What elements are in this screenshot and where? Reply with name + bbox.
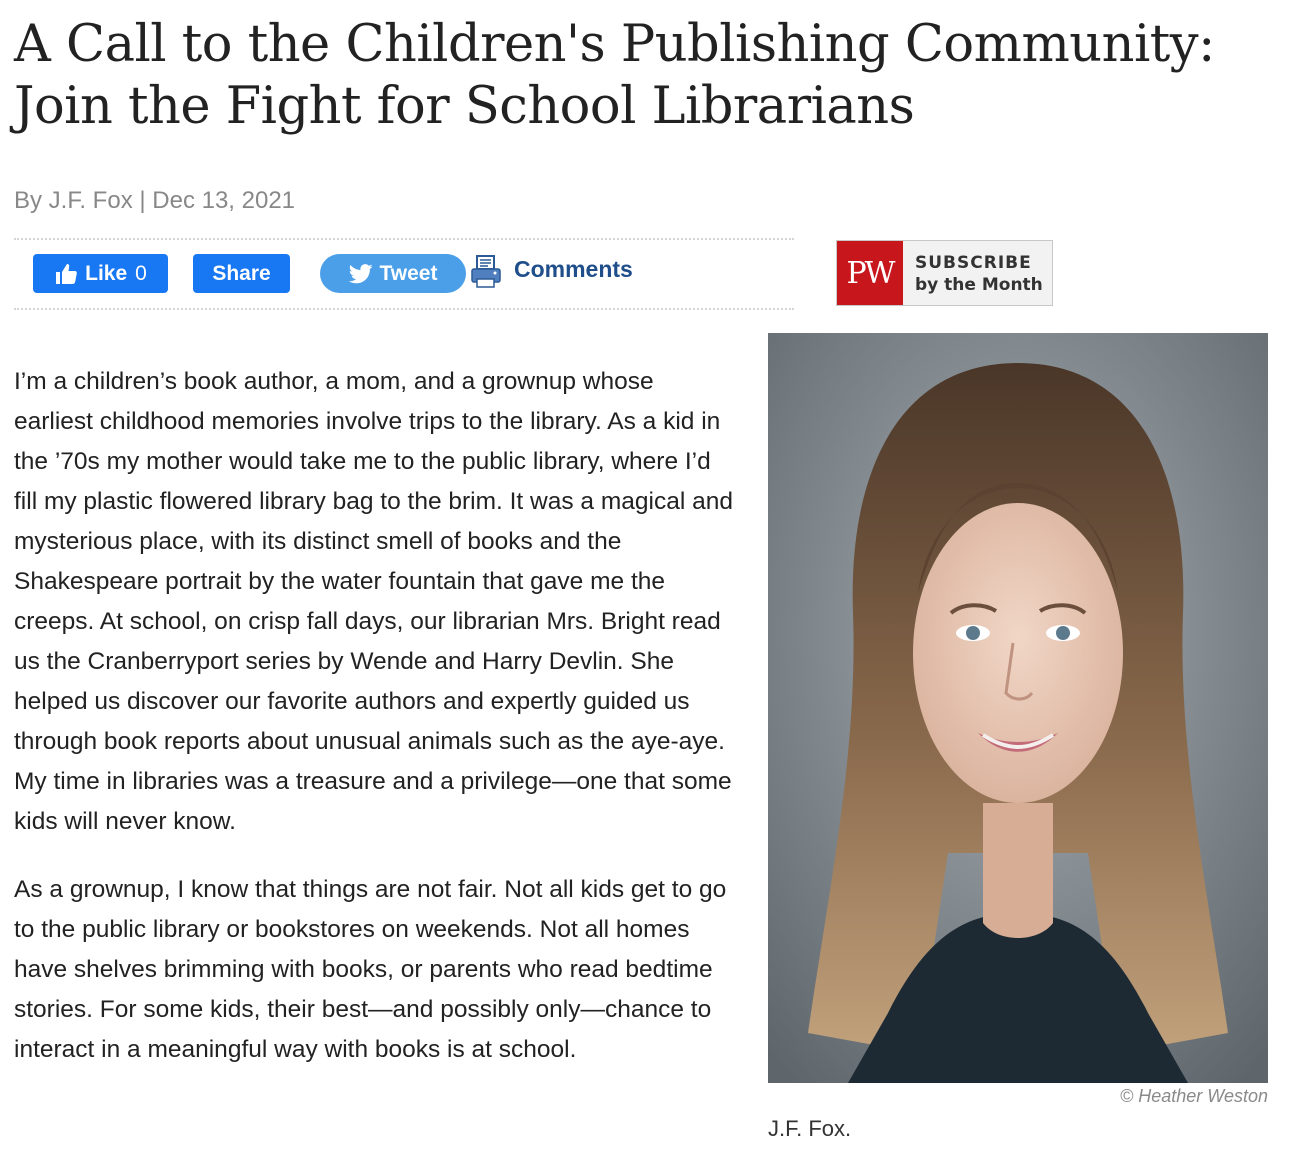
tweet-label: Tweet — [379, 261, 438, 285]
subscribe-text — [915, 252, 1043, 296]
share-label: Share — [212, 261, 271, 285]
facebook-like-button[interactable] — [33, 254, 168, 293]
subscribe-line-1: SUBSCRIBE — [915, 253, 1032, 273]
article-paragraph-1: I’m a children’s book author, a mom, and a grownup whose earliest childhood memories involve trips to the library. As a kid in the ’70s my mother would take me to the public library, where I’d fill my plastic flowered library bag to the brim. It was a magical and mysterious place, with its distinct smell of books and the Shakespeare portrait by the water fountain that gave me the creeps. At school, on crisp fall days, our librarian Mrs. Bright read us the Cranberryport series by Wende and Harry Devlin. She helped us discover our favorite authors and expertly guided us through book reports about unusual animals such as the aye-aye. My time in libraries was a treasure and a privilege—one that some kids will never know. — [14, 368, 733, 835]
twitter-bird-icon — [349, 264, 373, 284]
article-paragraph-2: As a grownup, I know that things are not fair. Not all kids get to go to the public library or bookstores on weekends. Not all homes have shelves brimming with books, or parents who read bedtime stories. For some kids, their best—and possibly only—chance to interact in a meaningful way with books is at school. — [14, 876, 727, 1063]
subscribe-banner[interactable] — [836, 240, 1053, 306]
article-title-line-2: Join the Fight for School Librarians — [14, 77, 915, 136]
article-title — [14, 14, 1274, 138]
author-photo — [768, 333, 1268, 1083]
comments-link[interactable]: Comments — [514, 256, 633, 282]
pw-logo: PW — [837, 241, 903, 305]
like-label: Like — [85, 261, 128, 285]
article-title-line-1: A Call to the Children's Publishing Community: — [14, 15, 1215, 74]
photo-credit: © Heather Weston — [1120, 1086, 1268, 1106]
photo-caption: J.F. Fox. — [768, 1116, 852, 1141]
share-toolbar — [0, 250, 800, 300]
tweet-button[interactable] — [320, 254, 466, 293]
divider-top — [14, 238, 794, 240]
byline: By J.F. Fox | Dec 13, 2021 — [14, 187, 296, 214]
like-count: 0 — [135, 261, 147, 285]
divider-bottom — [14, 308, 794, 310]
facebook-share-button[interactable] — [193, 254, 290, 293]
article-body — [14, 362, 734, 1098]
subscribe-line-2: by the Month — [915, 275, 1043, 295]
thumbs-up-icon — [54, 262, 78, 286]
print-icon[interactable] — [470, 254, 502, 292]
